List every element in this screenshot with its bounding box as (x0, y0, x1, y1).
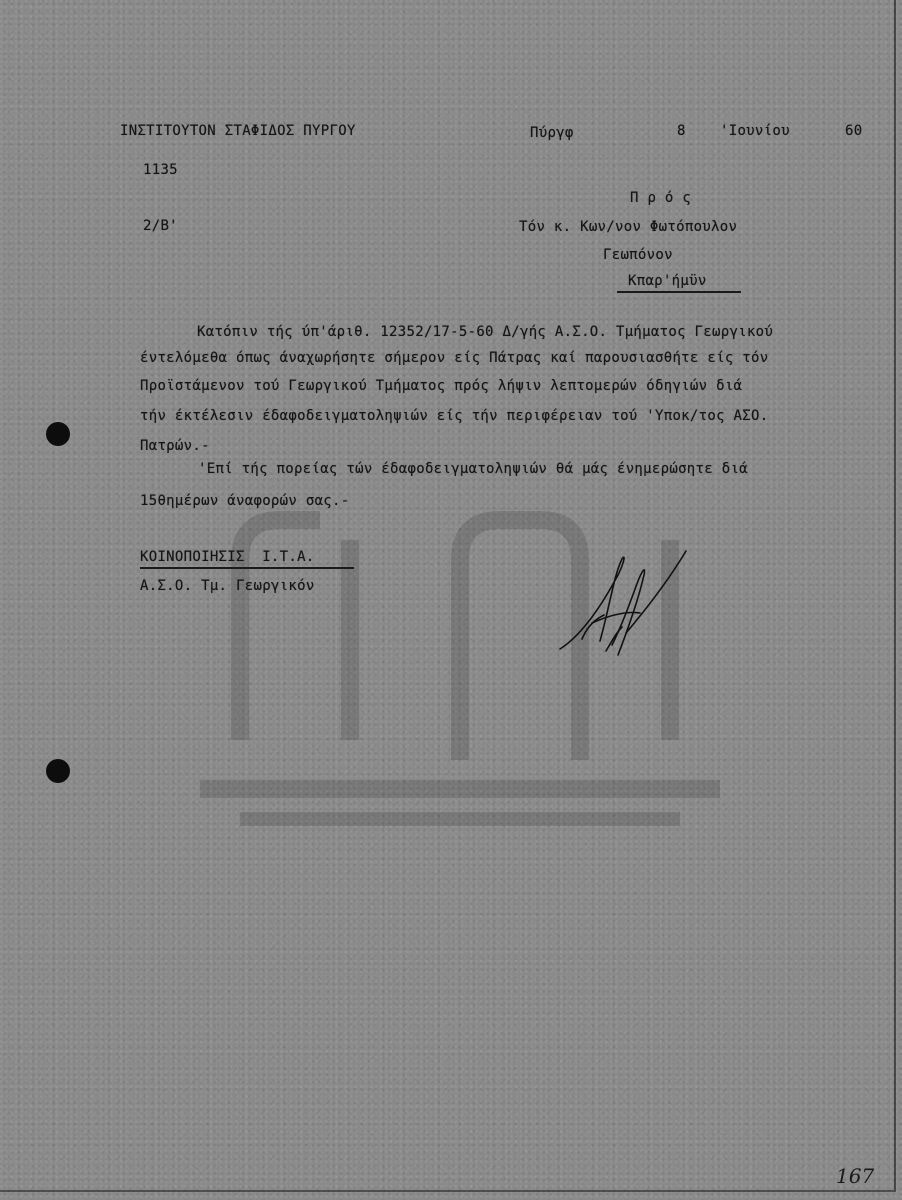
place-name: Πύργφ (530, 125, 574, 141)
recipient-location: Κπαρ'ήμϋν (628, 273, 707, 289)
folio-number: 167 (836, 1164, 875, 1188)
cc-underline (140, 567, 354, 569)
institute-name: ΙΝΣΤΙΤΟΥΤΟΝ ΣΤΑΦΙΔΟΣ ΠΥΡΓΟΥ (120, 123, 356, 139)
cc-recipient: Α.Σ.Ο. Τμ. Γεωργικόν (140, 578, 315, 594)
scan-edge-bottom (0, 1190, 896, 1192)
punch-hole-bottom (46, 759, 70, 783)
body-line-2: έντελόμεθα όπως άναχωρήσητε σήμερον είς Πάτρας καί παρουσιασθήτε είς τόν (140, 350, 769, 366)
body-line-7: 15θημέρων άναφορών σας.- (140, 493, 350, 509)
body-line-6: 'Επί τής πορείας τών έδαφοδειγματοληψιών θά μάς ένημερώσητε διά (198, 461, 748, 477)
recipient-to-label: Π ρ ό ς (630, 190, 692, 206)
recipient-underline (617, 291, 741, 293)
recipient-title: Γεωπόνον (603, 247, 673, 263)
body-line-5: Πατρών.- (140, 438, 210, 454)
body-line-1: Κατόπιν τής ύπ'άριθ. 12352/17-5-60 Δ/γής Α.Σ.Ο. Τμήματος Γεωργικού (197, 324, 774, 340)
recipient-name: Τόν κ. Κων/νον Φωτόπουλον (519, 219, 738, 235)
file-code: 2/Β' (143, 218, 178, 234)
cc-label: ΚΟΙΝΟΠΟΙΗΣΙΣ Ι.Τ.Α. (140, 549, 315, 565)
date-day: 8 (677, 123, 686, 139)
body-line-4: τήν έκτέλεσιν έδαφοδειγματοληψιών είς τήν περιφέρειαν τού 'Υποκ/τος ΑΣΟ. (140, 408, 769, 424)
body-line-3: Προϊστάμενον τού Γεωργικού Τμήματος πρός λήψιν λεπτομερών όδηγιών διά (140, 378, 743, 394)
punch-hole-top (46, 422, 70, 446)
handwritten-signature (552, 545, 692, 665)
date-month: 'Ιουνίου (720, 123, 790, 139)
scan-edge-right (894, 0, 896, 1190)
date-year: 60 (845, 123, 863, 139)
protocol-number: 1135 (143, 162, 178, 178)
